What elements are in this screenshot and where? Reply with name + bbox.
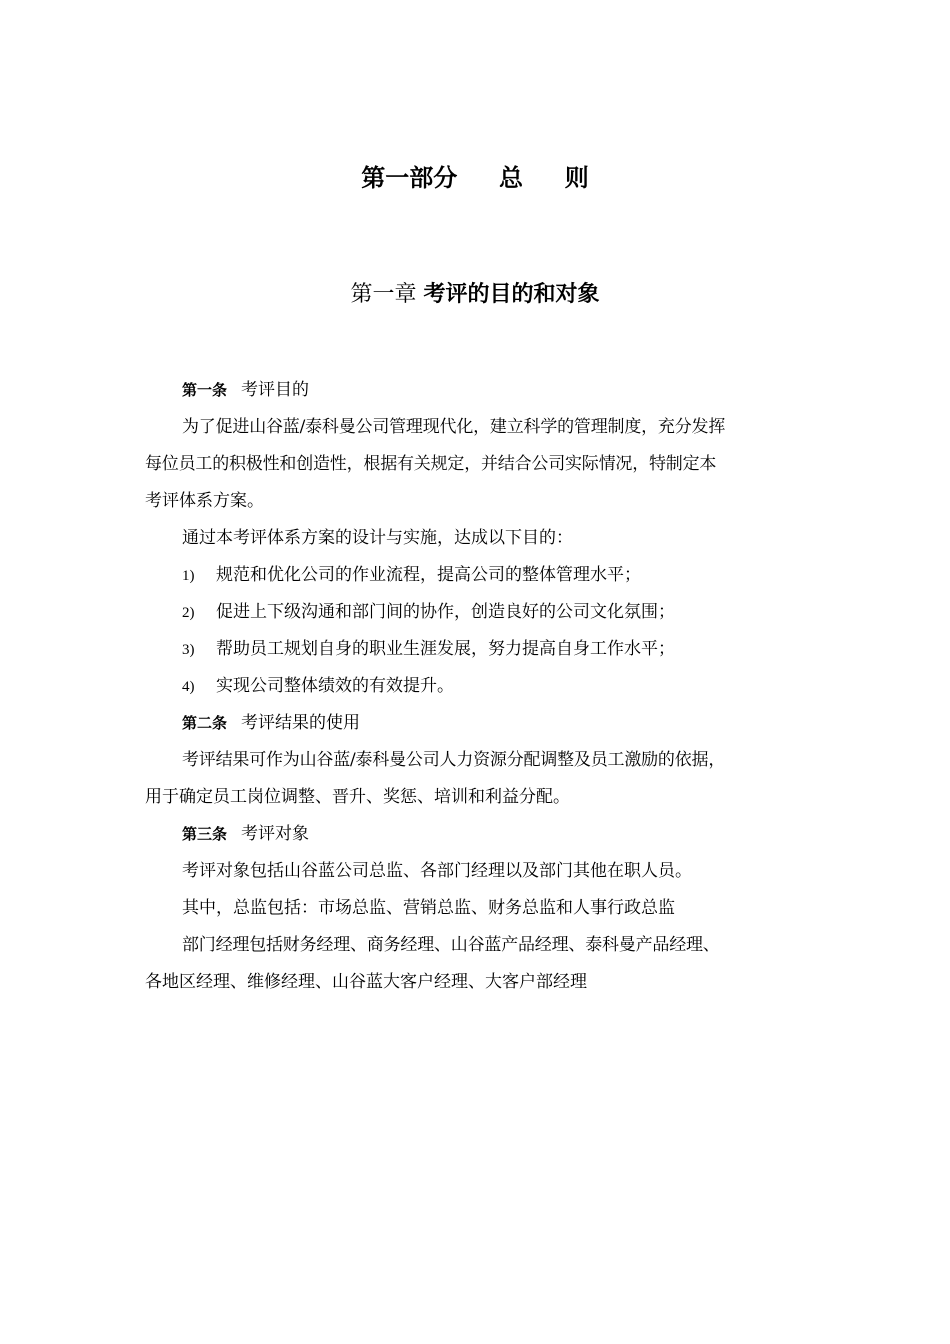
list-item <box>145 594 810 631</box>
paragraph <box>145 520 810 557</box>
paragraph-line: 用于确定员工岗位调整、晋升、奖惩、培训和利益分配。 <box>145 787 570 807</box>
article-label: 第三条 <box>182 825 228 843</box>
list-item <box>145 631 810 668</box>
list-text: 帮助员工规划自身的职业生涯发展，努力提高自身工作水平； <box>216 639 675 659</box>
paragraph-line: 其中，总监包括：市场总监、营销总监、财务总监和人事行政总监 <box>182 898 675 918</box>
list-number: 1) <box>182 568 195 584</box>
part-title: 第一部分 总 则 <box>361 164 589 192</box>
article-label: 第一条 <box>182 381 228 399</box>
article-heading <box>145 372 810 409</box>
paragraph-line: 各地区经理、维修经理、山谷蓝大客户经理、大客户部经理 <box>145 972 587 992</box>
paragraph <box>145 409 810 520</box>
paragraph-line: 每位员工的积极性和创造性，根据有关规定，并结合公司实际情况，特制定本 <box>145 454 717 474</box>
paragraph-line: 为了促进山谷蓝/泰科曼公司管理现代化，建立科学的管理制度，充分发挥 <box>182 417 726 437</box>
list-number: 3) <box>182 642 195 658</box>
paragraph <box>145 890 810 927</box>
document-body <box>145 372 810 1001</box>
paragraph <box>145 853 810 890</box>
article-label: 第二条 <box>182 714 228 732</box>
list-item <box>145 557 810 594</box>
paragraph <box>145 927 810 1001</box>
paragraph-line: 通过本考评体系方案的设计与实施，达成以下目的： <box>182 528 573 548</box>
list-item <box>145 668 810 705</box>
paragraph-line: 考评结果可作为山谷蓝/泰科曼公司人力资源分配调整及员工激励的依据， <box>182 750 726 770</box>
paragraph-line: 部门经理包括财务经理、商务经理、山谷蓝产品经理、泰科曼产品经理、 <box>182 935 720 955</box>
goal-list <box>145 557 810 705</box>
article-title: 考评结果的使用 <box>241 713 361 733</box>
list-text: 实现公司整体绩效的有效提升。 <box>216 676 454 696</box>
paragraph-line: 考评体系方案。 <box>145 491 264 511</box>
chapter-name: 考评的目的和对象 <box>423 282 600 307</box>
chapter-title <box>0 278 950 312</box>
paragraph <box>145 742 810 816</box>
article-title: 考评对象 <box>241 824 310 844</box>
list-text: 促进上下级沟通和部门间的协作，创造良好的公司文化氛围； <box>216 602 675 622</box>
list-number: 4) <box>182 679 195 695</box>
chapter-number: 第一章 <box>350 282 417 307</box>
list-text: 规范和优化公司的作业流程，提高公司的整体管理水平； <box>216 565 641 585</box>
article-title: 考评目的 <box>241 380 310 400</box>
article-heading <box>145 816 810 853</box>
article-heading <box>145 705 810 742</box>
list-number: 2) <box>182 605 195 621</box>
paragraph-line: 考评对象包括山谷蓝公司总监、各部门经理以及部门其他在职人员。 <box>182 861 692 881</box>
